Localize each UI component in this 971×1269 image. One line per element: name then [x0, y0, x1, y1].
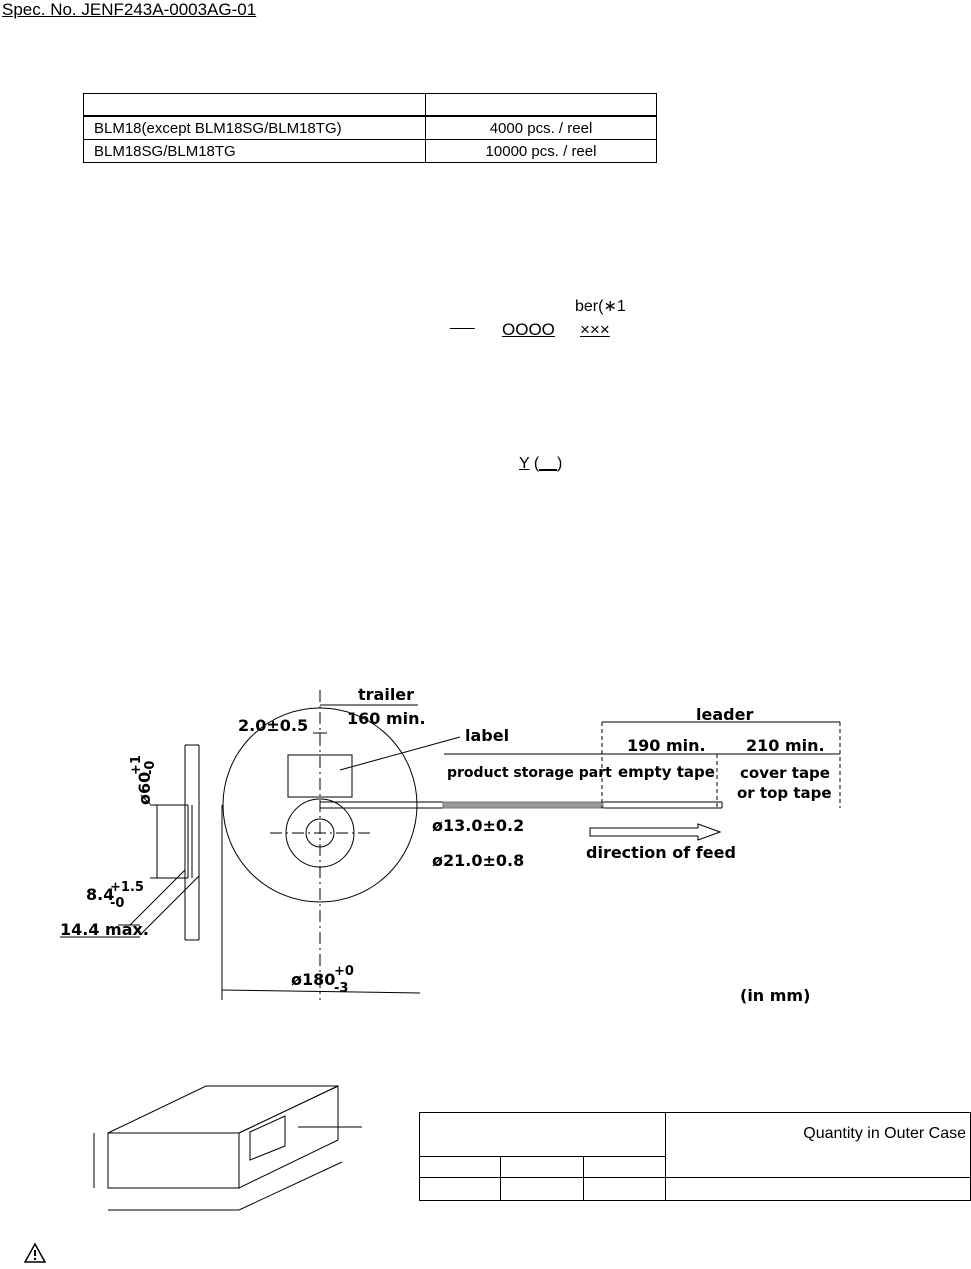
xxx-code: ××× — [580, 320, 610, 339]
quantity-cell: 4000 pcs. / reel — [426, 116, 657, 140]
table-row — [420, 1113, 971, 1157]
table-row — [420, 1178, 971, 1201]
product-cell: BLM18(except BLM18SG/BLM18TG) — [84, 116, 426, 140]
label-callout: label — [465, 726, 510, 745]
table-cell — [420, 1178, 501, 1201]
oooo-code: OOOO — [502, 320, 555, 339]
reel-quantity-table — [83, 93, 657, 163]
table-row — [84, 116, 657, 140]
leader-label: leader — [696, 705, 754, 724]
width-84-minus: -0 — [110, 896, 125, 911]
paren-open: ( — [529, 455, 540, 472]
header-cell-quantity — [426, 94, 657, 117]
units-label: (in mm) — [740, 986, 811, 1005]
trailer-label: trailer — [358, 685, 415, 704]
hub-60-minus: -0 — [143, 760, 158, 775]
empty-tape-length: 190 min. — [627, 736, 706, 755]
sub-header-cell — [583, 1157, 666, 1178]
ber-note: ber(∗1 — [575, 298, 626, 315]
cover-tape-length: 210 min. — [746, 736, 825, 755]
top-tape-label: or top tape — [737, 784, 832, 802]
paren-close: ) — [556, 455, 563, 472]
hub-60-plus: +1 — [129, 755, 144, 775]
hub-13-dimension: ø13.0±0.2 — [432, 816, 525, 835]
header-cell-product — [84, 94, 426, 117]
cover-tape-label: cover tape — [740, 764, 830, 782]
blank-field: ___ — [450, 313, 474, 330]
hub-60-dimension: ø60 — [135, 771, 154, 805]
table-cell — [583, 1178, 666, 1201]
outer-case-drawing — [80, 1080, 380, 1220]
product-cell: BLM18SG/BLM18TG — [84, 140, 426, 163]
sub-header-cell — [420, 1157, 501, 1178]
table-header-row — [84, 94, 657, 117]
table-cell — [666, 1178, 971, 1201]
paren-blank: __ — [539, 455, 557, 472]
reel-diameter: ø180 — [291, 970, 336, 989]
hole-dimension: 2.0±0.5 — [238, 716, 309, 735]
spec-number: Spec. No. JENF243A-0003AG-01 — [2, 0, 257, 19]
quantity-cell: 10000 pcs. / reel — [426, 140, 657, 163]
product-storage-label: product storage part — [447, 765, 612, 781]
table-row — [84, 140, 657, 163]
hub-21-dimension: ø21.0±0.8 — [432, 851, 525, 870]
direction-arrow — [590, 824, 720, 840]
reel-diameter-plus: +0 — [334, 964, 354, 979]
max-width-dimension: 14.4 max. — [60, 920, 149, 939]
quantity-header-cell: Quantity in Outer Case — [666, 1113, 971, 1178]
y-mark-line — [519, 455, 562, 473]
table-cell — [500, 1178, 583, 1201]
dimension-header-cell — [420, 1113, 666, 1157]
warning-triangle-icon — [23, 1242, 47, 1264]
empty-tape-label: empty tape — [618, 763, 715, 781]
width-84-plus: +1.5 — [110, 880, 144, 895]
trailer-length: 160 min. — [347, 709, 426, 728]
y-mark: Y — [519, 455, 530, 472]
sub-header-cell — [500, 1157, 583, 1178]
width-84-dimension: 8.4 — [86, 885, 115, 904]
outer-case-table — [419, 1112, 971, 1201]
direction-of-feed-label: direction of feed — [586, 843, 736, 862]
reel-drawing — [0, 680, 971, 1010]
reel-diameter-minus: -3 — [334, 981, 349, 996]
